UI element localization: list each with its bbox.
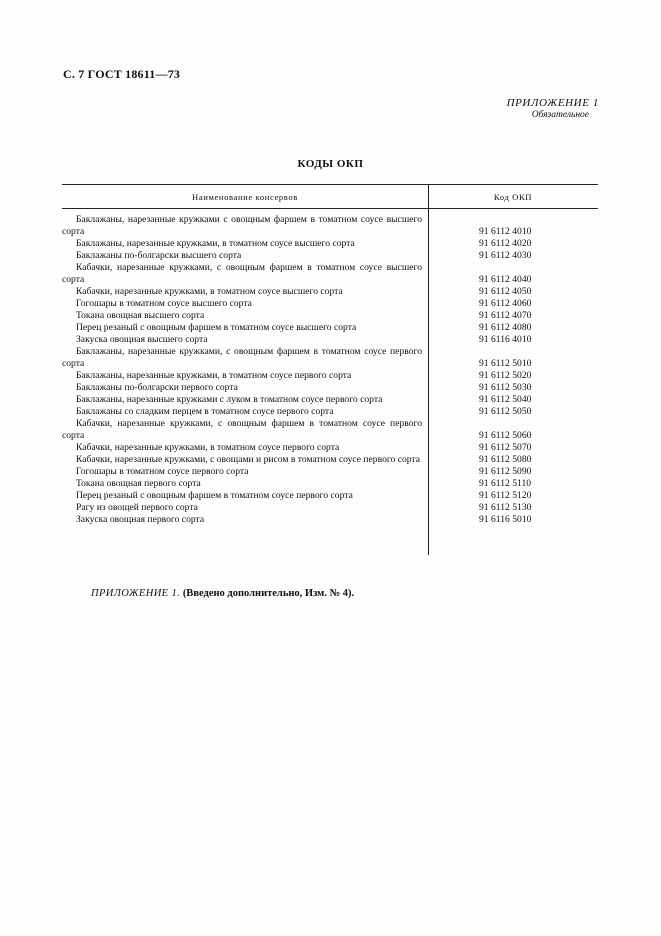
okp-code: 91 6112 5040 — [479, 394, 532, 405]
product-name: Гогошары в томатном соусе высшего сорта — [76, 298, 252, 309]
okp-code: 91 6112 5090 — [479, 466, 532, 477]
okp-code: 91 6112 5110 — [479, 478, 532, 489]
table-row — [62, 250, 598, 262]
product-name: Баклажаны, нарезанные кружками, в томатном соусе первого сорта — [76, 370, 352, 381]
product-name: Баклажаны, нарезанные кружками, в томатном соусе высшего сорта — [76, 238, 355, 249]
product-name: Кабачки, нарезанные кружками, в томатном соусе высшего сорта — [76, 286, 343, 297]
product-name: Баклажаны по-болгарски высшего сорта — [76, 250, 242, 261]
okp-code: 91 6116 4010 — [479, 334, 532, 345]
table-row — [62, 442, 598, 454]
column-header-name: Наименование консервов — [192, 191, 298, 202]
product-name: Баклажаны, нарезанные кружками, с овощным фаршем в томатном соусе первого сорта — [62, 346, 422, 369]
okp-code: 91 6112 5070 — [479, 442, 532, 453]
table-row — [62, 502, 598, 514]
product-name: Баклажаны со сладким перцем в томатном соусе первого сорта — [76, 406, 334, 417]
okp-code: 91 6112 5030 — [479, 382, 532, 393]
okp-code: 91 6112 4020 — [479, 238, 532, 249]
okp-code: 91 6112 4060 — [479, 298, 532, 309]
okp-code: 91 6112 5120 — [479, 490, 532, 501]
table-row — [62, 478, 598, 490]
column-divider — [428, 184, 429, 555]
product-name: Токана овощная высшего сорта — [76, 310, 205, 321]
product-name: Кабачки, нарезанные кружками, с овощным фаршем в томатном соусе высшего сорта — [62, 262, 422, 285]
okp-code: 91 6112 5010 — [479, 358, 532, 369]
product-name: Закуска овощная первого сорта — [76, 514, 205, 525]
table-body — [62, 209, 598, 526]
product-name: Перец резаный с овощным фаршем в томатном соусе высшего сорта — [76, 322, 357, 333]
okp-code: 91 6112 5080 — [479, 454, 532, 465]
okp-code: 91 6112 5050 — [479, 406, 532, 417]
table-row — [62, 262, 598, 286]
appendix-subtitle: Обязательное — [531, 110, 589, 120]
footnote-text: (Введено дополнительно, Изм. № 4). — [182, 588, 355, 599]
okp-code: 91 6112 4080 — [479, 322, 532, 333]
product-name: Кабачки, нарезанные кружками, с овощами и рисом в томатном соусе первого сорта — [76, 454, 421, 465]
okp-code: 91 6112 5060 — [479, 430, 532, 441]
product-name: Баклажаны по-болгарски первого сорта — [76, 382, 238, 393]
table-row — [62, 334, 598, 346]
page-header: С. 7 ГОСТ 18611—73 — [63, 67, 181, 81]
table-row — [62, 286, 598, 298]
table-row — [62, 310, 598, 322]
okp-code: 91 6116 5010 — [479, 514, 532, 525]
okp-code: 91 6112 4010 — [479, 226, 532, 237]
table-row — [62, 298, 598, 310]
table-row — [62, 466, 598, 478]
product-name: Баклажаны, нарезанные кружками с овощным фаршем в томатном соусе высшего сорта — [62, 214, 422, 237]
product-name: Рагу из овощей первого сорта — [76, 502, 198, 513]
table-row — [62, 214, 598, 238]
okp-code: 91 6112 4050 — [479, 286, 532, 297]
product-name: Гогошары в томатном соусе первого сорта — [76, 466, 249, 477]
okp-codes-table — [62, 184, 598, 526]
table-row — [62, 346, 598, 370]
product-name: Закуска овощная высшего сорта — [76, 334, 208, 345]
okp-code: 91 6112 4070 — [479, 310, 532, 321]
product-name: Кабачки, нарезанные кружками, с овощным фаршем в томатном соусе первого сорта — [62, 418, 422, 441]
appendix-label — [507, 97, 599, 120]
appendix-title: ПРИЛОЖЕНИЕ 1 — [506, 97, 599, 109]
product-name: Кабачки, нарезанные кружками, в томатном соусе первого сорта — [76, 442, 340, 453]
okp-code: 91 6112 5020 — [479, 370, 532, 381]
table-row — [62, 370, 598, 382]
table-row — [62, 382, 598, 394]
table-row — [62, 322, 598, 334]
okp-code: 91 6112 4030 — [479, 250, 532, 261]
table-row — [62, 394, 598, 406]
okp-code: 91 6112 4040 — [479, 274, 532, 285]
footnote — [91, 588, 354, 599]
table-row — [62, 418, 598, 442]
table-header — [62, 184, 598, 209]
product-name: Баклажаны, нарезанные кружками с луком в томатном соусе первого сорта — [76, 394, 383, 405]
table-row — [62, 514, 598, 526]
table-row — [62, 454, 598, 466]
footnote-label: ПРИЛОЖЕНИЕ 1. — [91, 588, 181, 599]
document-title: КОДЫ ОКП — [297, 158, 364, 170]
column-header-code: Код ОКП — [493, 191, 533, 202]
table-row — [62, 490, 598, 502]
product-name: Перец резаный с овощным фаршем в томатном соусе первого сорта — [76, 490, 353, 501]
table-row — [62, 406, 598, 418]
table-row — [62, 238, 598, 250]
product-name: Токана овощная первого сорта — [76, 478, 201, 489]
okp-code: 91 6112 5130 — [479, 502, 532, 513]
